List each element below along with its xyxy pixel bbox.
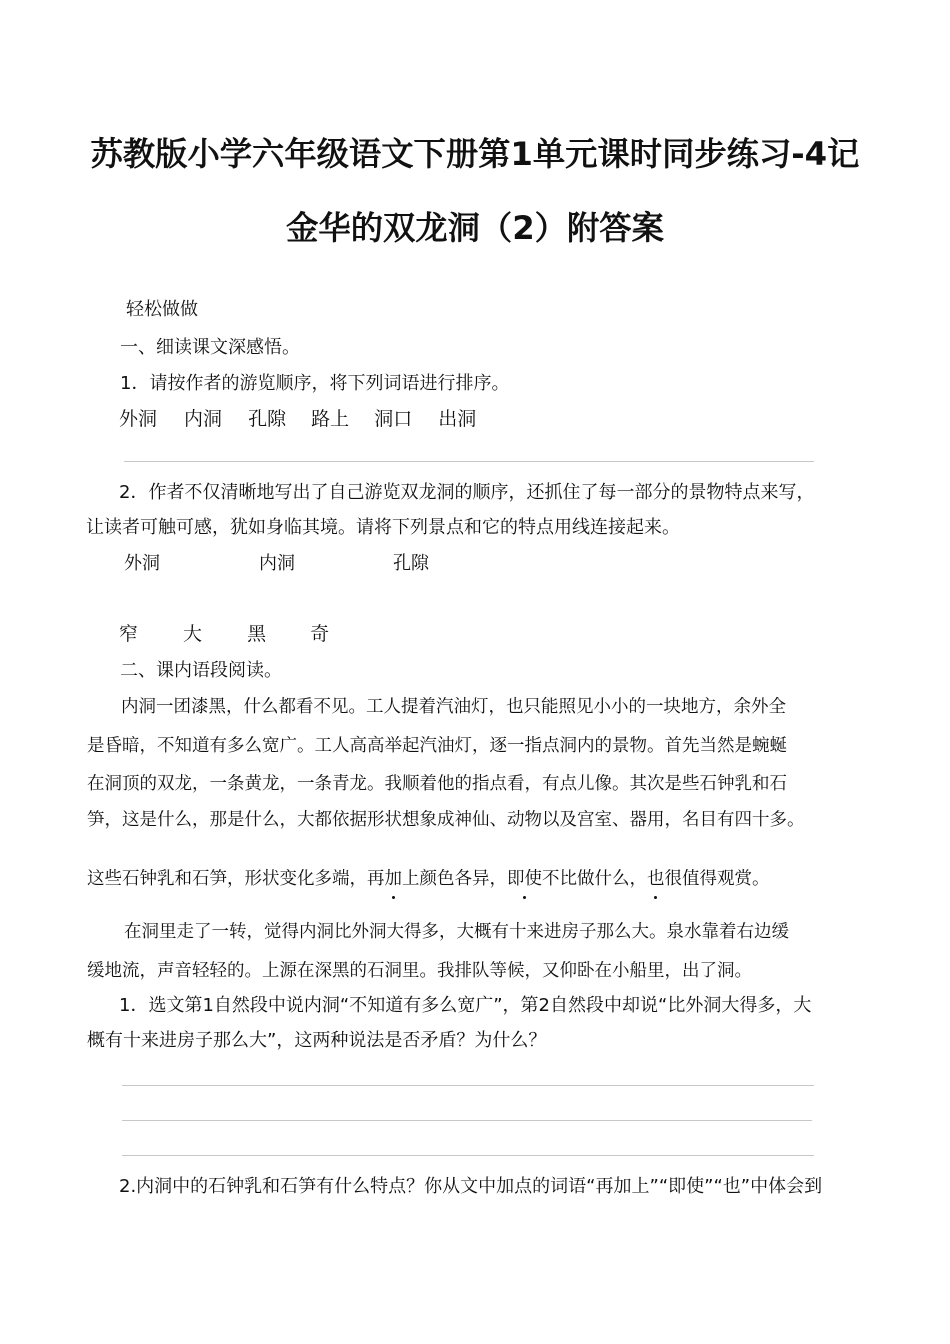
part2-heading: 二、课内语段阅读。	[120, 660, 282, 681]
feature-big: 大	[183, 623, 203, 645]
passage-p1-line5	[87, 866, 770, 892]
passage-p1-line4: 笋，这是什么，那是什么，大都依据形状想象成神仙、动物以及宫室、器用，名目有四十多。	[87, 810, 805, 830]
question-1: 1．请按作者的游览顺序，将下列词语进行排序。	[120, 373, 510, 394]
answer-line	[122, 1085, 814, 1086]
passage-p2-line2: 缓地流，声音轻轻的。上源在深黑的石洞里。我排队等候，又仰卧在小船里，出了洞。	[87, 961, 752, 981]
passage-p1-line3: 在洞顶的双龙，一条黄龙，一条青龙。我顺着他的指点看，有点儿像。其次是些石钟乳和石	[87, 774, 787, 794]
doc-title-line1: 苏教版小学六年级语文下册第1单元课时同步练习-4记	[90, 135, 860, 173]
q1-word-list	[119, 406, 476, 432]
spot-outer-cave: 外洞	[124, 553, 160, 574]
q1-word: 路上	[311, 408, 350, 430]
q1-word: 外洞	[119, 408, 158, 430]
q1-word: 出洞	[438, 408, 477, 430]
passage-text: 这些石钟乳和石笋，形状变化多端，	[87, 869, 367, 889]
passage-text: 很值得观赏。	[664, 869, 770, 889]
question-2-line1: 2．作者不仅清晰地写出了自己游览双龙洞的顺序，还抓住了每一部分的景物特点来写，	[119, 482, 815, 503]
feature-list	[119, 621, 329, 647]
doc-title-line2: 金华的双龙洞（2）附答案	[286, 209, 664, 247]
passage-text: 颜色各异，	[419, 869, 507, 889]
dotted-word-zaijiashang: 再加上	[367, 869, 420, 889]
q1-word: 洞口	[374, 408, 413, 430]
feature-dark: 黑	[247, 623, 267, 645]
section-easy-label: 轻松做做	[126, 299, 198, 320]
dotted-word-jishi: 即使	[507, 869, 542, 889]
spot-inner-cave: 内洞	[259, 553, 295, 574]
feature-strange: 奇	[310, 623, 330, 645]
q1-word: 内洞	[184, 408, 223, 430]
part2-question-1-line2: 概有十来进房子那么大”，这两种说法是否矛盾？为什么？	[87, 1030, 547, 1051]
passage-p2-line1: 在洞里走了一转，觉得内洞比外洞大得多，大概有十来进房子那么大。泉水靠着右边缓	[124, 922, 789, 942]
spot-crevice: 孔隙	[393, 553, 429, 574]
passage-p1-line1: 内洞一团漆黑，什么都看不见。工人提着汽油灯，也只能照见小小的一块地方，余外全	[121, 697, 786, 717]
dotted-word-ye: 也	[647, 869, 665, 889]
passage-text: 不比做什么，	[542, 869, 647, 889]
passage-p1-line2: 是昏暗，不知道有多么宽广。工人高高举起汽油灯，逐一指点洞内的景物。首先当然是蜿蜒	[87, 736, 787, 756]
answer-line	[122, 1120, 812, 1121]
part2-question-1-line1: 1．选文第1自然段中说内洞“不知道有多么宽广”，第2自然段中却说“比外洞大得多，大	[119, 995, 812, 1016]
part2-question-2: 2.内洞中的石钟乳和石笋有什么特点？你从文中加点的词语“再加上”“即使”“也”中体会到	[119, 1176, 823, 1197]
answer-line	[124, 461, 814, 462]
feature-narrow: 窄	[119, 623, 139, 645]
question-2-line2: 让读者可触可感，犹如身临其境。请将下列景点和它的特点用线连接起来。	[86, 517, 680, 538]
part1-heading: 一、细读课文深感悟。	[120, 337, 300, 358]
answer-line	[122, 1155, 814, 1156]
q1-word: 孔隙	[248, 408, 287, 430]
